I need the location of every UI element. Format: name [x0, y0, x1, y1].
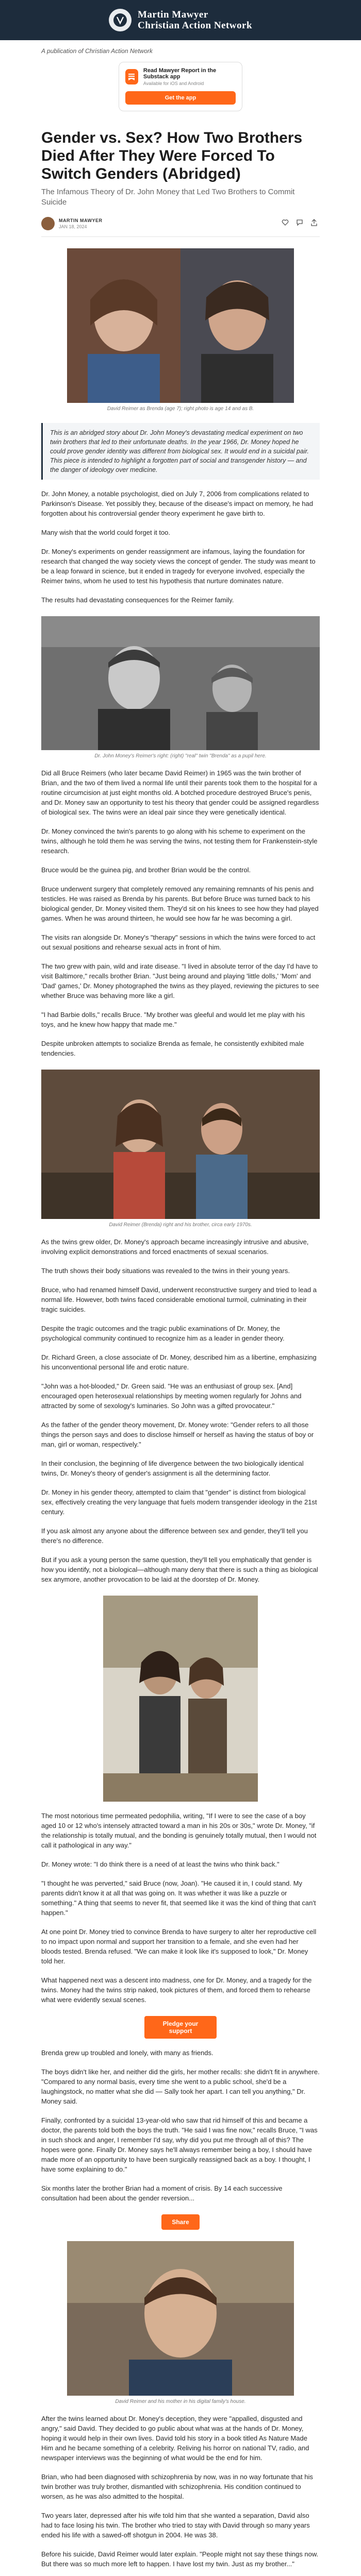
comment-icon[interactable]	[296, 219, 303, 229]
share-button[interactable]: Share	[161, 2214, 200, 2230]
banner-subtitle: Available for iOS and Android	[143, 81, 204, 86]
paragraph: At one point Dr. Money tried to convince Brenda to have surgery to alter her reproductive cell to no impact upon normal and support her transition to a female, and she even had her bloods tested. Brenda refused. "We can make it look like it's supposed to look," Dr. Money told her.	[41, 1928, 317, 1965]
paragraph: Despite unbroken attempts to socialize Brenda as female, he consistently exhibited male tendencies.	[41, 1040, 304, 1057]
paragraph: Many wish that the world could forget it too.	[41, 529, 171, 536]
figure-5-caption: David Reimer and his mother in his digital family's house.	[115, 2399, 246, 2404]
figure-3-caption: David Reimer (Brenda) right and his brother, circa early 1970s.	[109, 1222, 252, 1228]
publish-date: JAN 18, 2024	[59, 224, 87, 229]
figure-5	[41, 2241, 320, 2404]
byline-divider	[41, 236, 320, 237]
paragraph: Brenda grew up troubled and lonely, with many as friends.	[41, 2049, 214, 2057]
pledge-support-button[interactable]: Pledge your support	[144, 2016, 217, 2039]
paragraph: The visits ran alongside Dr. Money's "therapy" sessions in which the twins were forced to act out sexual positions and rehearse sexual acts in front of him.	[41, 934, 316, 951]
app-banner	[119, 62, 242, 111]
reimer-photo-1[interactable]	[67, 248, 294, 403]
paragraph: The two grew with pain, wild and irate disease. "I lived in absolute terror of the day I'd have to visit Baltimore," recalls brother Brian. "Just being around and playing 'little dolls,' 'Mom' and 'Dad' games,' Dr. Money photographed the twins as they played, reviewing the pictures to see whether Bruce was behaving more like a girl.	[41, 962, 319, 999]
author-avatar[interactable]	[41, 217, 55, 230]
paragraph: Finally, confronted by a suicidal 13-year-old who saw that rid himself of this and became a doctor, the parents told both the boys the truth. "He said I was fine now," recalls Bruce, "I was in such shock and anger, I remember I'd say, why did you put me through all of this? The hopes were gone. Finally Dr. Money says he'll always remember being a boy, I should have made more of an opportunity to have been surgically reassigned back as a boy. I thought, I have some explaining to do."	[41, 2116, 318, 2173]
site-header	[0, 0, 361, 40]
paragraph: The truth shows their body situations was revealed to the twins in their young years.	[41, 1267, 290, 1275]
article-body	[0, 129, 361, 2576]
author-name[interactable]: MARTIN MAWYER	[59, 218, 103, 223]
paragraph: Did all Bruce Reimers (who later became David Reimer) in 1965 was the twin brother of Brian, and the two of them lived a normal life until their parents took them to the hospital for a routine circumcision at just eight months old. A botched procedure destroyed Bruce's penis, and Dr. Money saw an opportunity to test his theory that gender could be assigned regardless of biological sex. The twins were an ideal pair since they were genetically identical.	[41, 769, 319, 816]
paragraph: Dr. Money convinced the twin's parents to go along with his scheme to experiment on the twins, although he told them he was serving the twins, not testing them for Frankenstein-style research.	[41, 827, 318, 855]
paragraph: Six months later the brother Brian had a moment of crisis. By 14 each successive consultation had been about the gender reversion...	[41, 2184, 283, 2202]
paragraph: As the twins grew older, Dr. Money's approach became increasingly intrusive and abusive, involving explicit demonstrations and forced enactments of sexual scenarios.	[41, 1238, 309, 1256]
paragraph: If you ask almost any anyone about the difference between sex and gender, they'll tell you there's no difference.	[41, 1527, 308, 1545]
david-reimer-photo[interactable]	[67, 2241, 294, 2396]
paragraph: "I had Barbie dolls," recalls Bruce. "My brother was gleeful and would let me play with his toys, and he knew how happy that made me."	[41, 1011, 305, 1028]
byline	[41, 217, 320, 230]
get-app-button[interactable]: Get the app	[125, 91, 236, 105]
article-subtitle: The Infamous Theory of Dr. John Money that Led Two Brothers to Commit Suicide	[41, 188, 295, 207]
brand-name[interactable]	[138, 9, 252, 31]
substack-app-icon	[125, 69, 138, 84]
figure-2-caption: Dr. John Money's Reimer's right: (right) "real" twin "Brenda" as a pupil here.	[94, 753, 267, 759]
twins-photo[interactable]	[41, 1070, 320, 1219]
paragraph: Dr. Money in his gender theory, attempted to claim that "gender" is distinct from biological sex, effectively creating the very language that fuels modern transgender ideology in the 21st century.	[41, 1488, 317, 1516]
paragraph: Despite the tragic outcomes and the tragic public examinations of Dr. Money, the psychological community continued to recognize him as a leader in gender theory.	[41, 1325, 285, 1342]
figure-2	[41, 616, 320, 759]
figure-3	[41, 1070, 320, 1228]
paragraph: Bruce would be the guinea pig, and brother Brian would be the control.	[41, 866, 251, 874]
paragraph: What happened next was a descent into madness, one for Dr. Money, and a tragedy for the twins. Money had the twins strip naked, took pictures of them, and forced them to rehearse what were evidently sexual scenes.	[41, 1976, 312, 2004]
publication-description: A publication of Christian Action Network	[41, 47, 153, 55]
family-photo[interactable]	[103, 1596, 258, 1802]
paragraph: Bruce, who had renamed himself David, underwent reconstructive surgery and tried to lead a normal life. However, both twins faced considerable emotional turmoil, culminating in their tragic suicides.	[41, 1286, 317, 1313]
paragraph: Bruce underwent surgery that completely removed any remaining remnants of his penis and testicles. He was raised as Brenda by his parents. But before Bruce was turned back to his biological gender, Dr. Money visited them. They'd sit on his knees to see how they had played games. When he was around thirteen, he would see how far he was becoming a girl.	[41, 885, 319, 922]
brand-logo-icon[interactable]	[109, 9, 132, 31]
paragraph: "I thought he was perverted," said Bruce (now, Joan). "He caused it in, I could stand. My parents didn't know it at all that was going on. It was whether it was like a puzzle or something." A thing that seems to never fit, that seemed like it was the kind of thing that can't happen."	[41, 1879, 316, 1917]
paragraph: As the father of the gender theory movement, Dr. Money wrote: "Gender refers to all those things the person says and does to disclose himself or herself as having the status of boy or man, girl or woman, respectively."	[41, 1421, 314, 1448]
john-money-photo[interactable]	[41, 616, 320, 750]
banner-title: Read Mawyer Report in the Substack app	[143, 67, 217, 80]
paragraph: The most notorious time permeated pedophilia, writing, "If I were to see the case of a boy aged 10 or 12 who's intensely attracted toward a man in his 20s or 30s," wrote Dr. Money, "if the relationship is totally mutual, and the bonding is genuinely totally mutual, then I would not call it pathological in any way."	[41, 1812, 317, 1849]
paragraph: Dr. Money's experiments on gender reassignment are infamous, laying the foundation for research that changed the way society views the concept of gender. The study was meant to be a leap forward in science, but it ended in tragedy for everyone involved, especially the Reimer twins, whom he used to test his hypothesis that nurture dominates nature.	[41, 548, 316, 585]
paragraph: Dr. John Money, a notable psychologist, died on July 7, 2006 from complications related to Parkinson's Disease. Yet possibly they, because of the disease's impact on memory, he had forgotten about his controversial gender theory experiment he gave birth to.	[41, 490, 313, 517]
like-icon[interactable]	[282, 219, 289, 229]
abridged-note: This is an abridged story about Dr. John Money's devastating medical experiment on two twin brothers that led to their unfortunate deaths. In the year 1966, Dr. Money hoped he could prove gender identity was different from biological sex. It would end in a suicidal pair. This piece is intended to highlight a forgotten part of social and transgender history — and the danger of ideology over medicine.	[41, 423, 320, 480]
brand-line-2: Christian Action Network	[137, 20, 253, 31]
paragraph: In their conclusion, the beginning of life divergence between the two biologically identical twins, Dr. Money's theory of gender's assignment is all the determining factor.	[41, 1460, 304, 1477]
paragraph: The boys didn't like her, and neither did the girls, her mother recalls: she didn't fit in anywhere. "Compared to any normal basis, every time she went to a public school, she'd be a laughingstock, no matter what she did — Sally took her apart. I can tell you anything," Dr. Money said.	[41, 2068, 320, 2105]
paragraph: After the twins learned about Dr. Money's deception, they were "appalled, disgusted and angry," said David. They decided to go public about what was at the hands of Dr. Money, hoping it would help in their own lives. David told his story in a book titled As Nature Made Him and he became something of a celebrity. Reliving his horror on national TV, radio, and newspaper interviews was the beginning of what would be the end for him.	[41, 2415, 309, 2462]
figure-1	[41, 248, 320, 412]
post-actions	[282, 219, 318, 229]
figure-4	[41, 1596, 320, 1802]
article-title: Gender vs. Sex? How Two Brothers Died After They Were Forced To Switch Genders (Abridged)	[41, 129, 303, 182]
paragraph: "John was a hot-blooded," Dr. Green said. "He was an enthusiast of group sex. [And] encouraged open heterosexual relationships by meeting women regularly for Johns and attracted by some of sexology's luminaries. So John was a gifted provocateur."	[41, 1382, 302, 1410]
paragraph: But if you ask a young person the same question, they'll tell you emphatically that gender is how you identify, not a biological—although many deny that there is such a thing as biological sex anymore, another provocation to be laid at the doorstep of Dr. Money.	[41, 1556, 318, 1583]
share-icon[interactable]	[310, 219, 318, 229]
figure-1-caption: David Reimer as Brenda (age 7); right photo is age 14 and as B.	[107, 406, 254, 412]
paragraph: Dr. Money wrote: "I do think there is a need of at least the twins who think back."	[41, 1860, 280, 1868]
paragraph: Two years later, depressed after his wife told him that she wanted a separation, David also had to face losing his twin. The brother who tried to stay with David through so many years ended his life with a sawed-off shotgun in 2004. He was 38.	[41, 2512, 310, 2539]
paragraph: The results had devastating consequences for the Reimer family.	[41, 596, 234, 604]
paragraph: Brian, who had been diagnosed with schizophrenia by now, was in no way fortunate that his twin brother was truly brother, dismantled with schizophrenia. His condition continued to worsen, as he was also admitted to the hospital.	[41, 2473, 313, 2500]
paragraph: Before his suicide, David Reimer would later explain. "People might not say these things now. But there was so much more left to happen. I have lost my twin. Just as my brother..."	[41, 2550, 319, 2568]
paragraph: Dr. Richard Green, a close associate of Dr. Money, described him as a libertine, emphasizing his unconventional personal life and erotic nature.	[41, 1353, 317, 1371]
brand-line-1: Martin Mawyer	[137, 9, 208, 20]
